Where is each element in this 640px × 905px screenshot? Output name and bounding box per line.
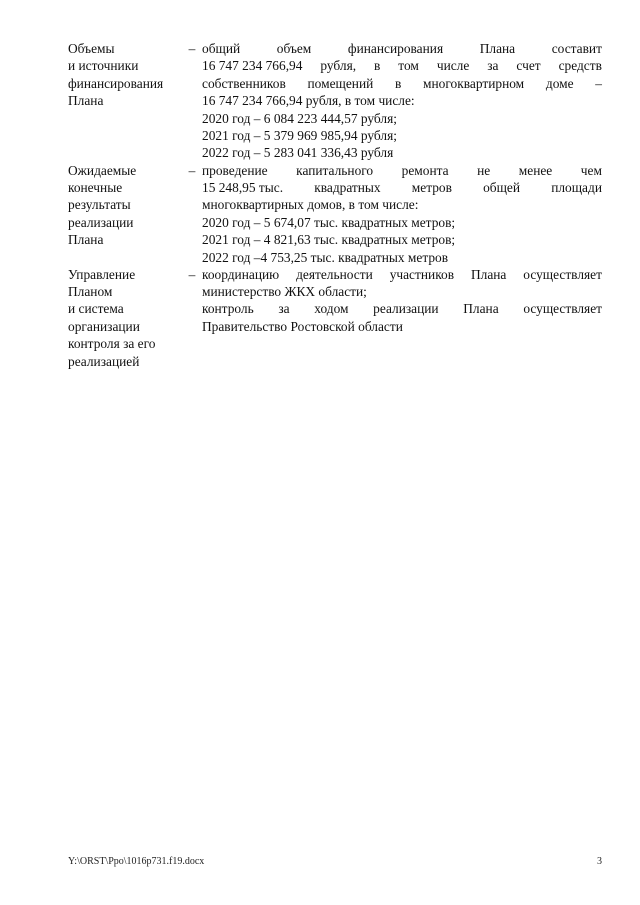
- content-line: [202, 40, 602, 57]
- section-label: [68, 162, 180, 249]
- content-word: осуществляет: [523, 266, 602, 282]
- content-word: средств: [558, 58, 602, 74]
- content-line: 2021 год – 4 821,63 тыс. квадратных метров;: [202, 232, 456, 248]
- content-word: помещений: [307, 75, 374, 91]
- content-line: многоквартирных домов, в том числе:: [202, 197, 419, 213]
- section-label-line: организации: [68, 318, 140, 334]
- content-word: за: [487, 58, 499, 74]
- content-word: проведение: [202, 162, 268, 178]
- content-word: ходом: [314, 301, 349, 317]
- content-line: [202, 266, 602, 283]
- content-word: метров: [411, 179, 452, 195]
- content-line: 2022 год – 5 283 041 336,43 рубля: [202, 145, 394, 161]
- content-word: –: [595, 75, 602, 91]
- section-dash: –: [188, 266, 196, 282]
- content-word: общий: [202, 41, 241, 56]
- footer-file-path: Y:\ORST\Ppo\1016p731.f19.docx: [68, 856, 205, 867]
- section-label-line: Управление: [68, 266, 136, 282]
- section-content: [202, 40, 602, 162]
- content-word: общей: [483, 179, 521, 195]
- content-line: [202, 300, 602, 317]
- content-word: чем: [580, 162, 602, 178]
- content-word: рубля,: [320, 58, 357, 74]
- section-content: [202, 162, 602, 266]
- content-word: капитального: [296, 162, 374, 178]
- section-label-line: Ожидаемые: [68, 162, 137, 178]
- content-word: за: [278, 301, 290, 317]
- content-word: в: [374, 58, 381, 74]
- section-label-line: контроля за его: [68, 336, 156, 352]
- section-label: [68, 266, 180, 370]
- content-line: 2020 год – 5 674,07 тыс. квадратных метров;: [202, 214, 456, 230]
- content-word: многоквартирном: [423, 75, 525, 91]
- content-word: 16 747 234 766,94: [202, 58, 303, 74]
- content-line: [202, 179, 602, 196]
- section-label-line: Плана: [68, 232, 104, 248]
- content-word: том: [398, 58, 419, 74]
- section-label-line: Планом: [68, 283, 113, 299]
- content-word: площади: [551, 179, 602, 195]
- content-line: 2022 год –4 753,25 тыс. квадратных метров: [202, 249, 449, 265]
- content-word: ремонта: [401, 162, 449, 178]
- section-label-line: финансирования: [68, 75, 164, 91]
- section-label-line: реализации: [68, 214, 134, 230]
- content-word: Плана: [470, 266, 507, 282]
- content-line: 2020 год – 6 084 223 444,57 рубля;: [202, 110, 397, 126]
- content-line: министерство ЖКХ области;: [202, 283, 367, 299]
- content-word: реализации: [373, 301, 439, 317]
- content-word: составит: [551, 41, 602, 56]
- content-word: финансирования: [347, 41, 444, 56]
- content-line: 2021 год – 5 379 969 985,94 рубля;: [202, 128, 397, 144]
- section-content: [202, 266, 602, 336]
- section-label-line: и система: [68, 301, 124, 317]
- content-word: Плана: [479, 41, 516, 56]
- content-word: координацию: [202, 266, 280, 282]
- content-word: деятельности: [296, 266, 373, 282]
- content-word: счет: [516, 58, 541, 74]
- section-label-line: конечные: [68, 179, 123, 195]
- content-word: квадратных: [314, 179, 381, 195]
- section-label-line: и источники: [68, 58, 139, 74]
- section-dash: –: [188, 41, 196, 56]
- content-word: числе: [436, 58, 470, 74]
- content-word: участников: [389, 266, 455, 282]
- content-word: 15 248,95 тыс.: [202, 179, 284, 195]
- content-line: Правительство Ростовской области: [202, 318, 403, 334]
- section-dash: –: [188, 162, 196, 178]
- content-line: 16 747 234 766,94 рубля, в том числе:: [202, 93, 415, 109]
- section-label-line: Плана: [68, 93, 104, 109]
- content-word: доме: [545, 75, 574, 91]
- content-word: менее: [518, 162, 553, 178]
- content-line: [202, 75, 602, 92]
- content-word: Плана: [463, 301, 499, 317]
- section-label-line: реализацией: [68, 353, 140, 369]
- content-line: [202, 57, 602, 74]
- content-word: собственников: [202, 75, 286, 91]
- section-label-line: Объемы: [68, 41, 115, 56]
- section-label-line: результаты: [68, 197, 131, 213]
- content-line: [202, 162, 602, 179]
- footer-page-number: 3: [597, 856, 602, 867]
- content-word: контроль: [202, 301, 254, 317]
- section-label: [68, 40, 180, 110]
- content-word: объем: [276, 41, 312, 56]
- content-word: осуществляет: [523, 301, 602, 317]
- content-word: не: [477, 162, 491, 178]
- content-word: в: [395, 75, 402, 91]
